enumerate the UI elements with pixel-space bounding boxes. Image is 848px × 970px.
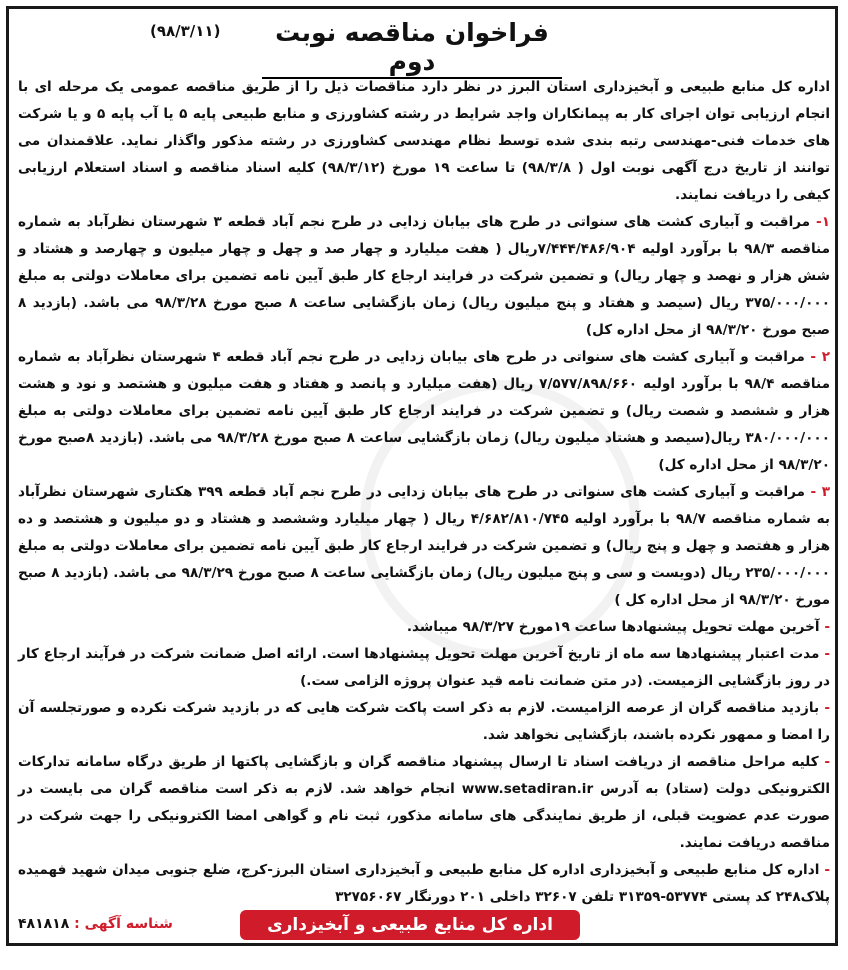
tender-item-2	[18, 344, 830, 479]
note-marker: -	[824, 646, 831, 662]
ad-id-value: ۴۸۱۸۱۸	[18, 916, 70, 932]
note-site-visit	[18, 695, 830, 749]
note-text: اداره کل منابع طبیعی و آبخیزداری اداره کل منابع طبیعی و آبخیزداری استان البرز-کرج، ضلع جنوبی میدان شهید فهمیده پلاک۲۴۸ کد پستی ۵۳۷۷۴-۳۱۳۵۹ تلفن ۳۲۶۰۷ داخلی ۲۰۱ دورنگار ۳۲۷۵۶۰۶۷	[18, 862, 830, 905]
note-validity	[18, 641, 830, 695]
note-marker: -	[824, 862, 831, 878]
item-number: ۳ -	[810, 484, 830, 500]
title-wrap	[262, 18, 562, 79]
item-number: ۱-	[816, 214, 830, 230]
tender-item-1	[18, 209, 830, 344]
item-text: مراقبت و آبیاری کشت های سنواتی در طرح های بیابان زدایی در طرح نجم آباد قطعه ۳ شهرستان نظرآباد به شماره مناقصه ۹۸/۳ با برآورد اولیه ۷/۴۴۴/۴۸۶/۹۰۴ریال ( هفت میلیارد و چهار صد و چهل و چهار میلیون و چهارصد و هشتاد و شش هزار و نهصد و چهار ریال) و تضمین شرکت در فرایند ارجاع کار طبق آیین نامه تضمین برای معاملات دولتی به مبلغ ۳۷۵/۰۰۰/۰۰۰ ریال (سیصد و هفتاد و پنج میلیون ریال) زمان بازگشایی ساعت ۸ صبح مورخ ۹۸/۳/۲۸ می باشد. (بازدید ۸ صبح مورخ ۹۸/۳/۲۰ از محل اداره کل)	[18, 214, 831, 338]
note-text: بازدید مناقصه گران از عرصه الزامیست. لازم به ذکر است پاکت شرکت هایی که در بازدید شرکت نکرده و صورتجلسه آن را امضا و ممهور نکرده باشند، بازگشایی نخواهد شد.	[18, 700, 830, 743]
page-title: فراخوان مناقصه نوبت دوم	[262, 18, 562, 79]
note-marker: -	[824, 754, 831, 770]
footer	[0, 910, 848, 965]
intro-paragraph: اداره کل منابع طبیعی و آبخیزداری استان البرز در نظر دارد مناقصات ذیل را از طریق مناقصه عمومی یک مرحله ای با انجام ارزیابی توان اجرای کار به پیمانکاران واجد شرایط در رشته کشاورزی و منابع طبیعی پایه ۵ یا آب پایه ۵ و یا شرکت های خدمات فنی-مهندسی رتبه بندی شده توسط نظام مهندسی کشاورزی در رشته مذکور واگذار نماید. علاقمندان می توانند از تاریخ درج آگهی نوبت اول ( ۹۸/۳/۸) تا ساعت ۱۹ مورخ (۹۸/۳/۱۲) کلیه اسناد مناقصه و اسناد استعلام ارزیابی کیفی را دریافت نمایند.	[18, 79, 831, 203]
item-text: مراقبت و آبیاری کشت های سنواتی در طرح های بیابان زدایی در طرح نجم آباد قطعه ۳۹۹ هکتاری شهرستان نظرآباد به شماره مناقصه ۹۸/۷ با برآورد اولیه ۴/۶۸۲/۸۱۰/۷۴۵ ریال ( چهار میلیارد وششصد و هشتاد و دو میلیون و هشتصد و ده هزار و هفتصد و چهل و پنج ریال) و تضمین شرکت در فرایند ارجاع کار طبق آیین نامه تضمین برای معاملات دولتی به مبلغ ۲۳۵/۰۰۰/۰۰۰ ریال (دویست و سی و پنج میلیون ریال) زمان بازگشایی ساعت ۸ صبح مورخ ۹۸/۳/۲۹ می باشد. (بازدید ۸ صبح مورخ ۹۸/۳/۲۰ از محل اداره کل )	[18, 484, 831, 608]
note-text: مدت اعتبار پیشنهادها سه ماه از تاریخ آخرین مهلت تحویل پیشنهادها است. ارائه اصل ضمانت شرکت در فرآیند ارجاع کار در روز بازگشایی الزمیست. (در متن ضمانت نامه قید عنوان پروژه الزامی ست.)	[18, 646, 830, 689]
note-marker: -	[824, 619, 830, 635]
announcement-body	[18, 74, 830, 911]
publish-date: (۹۸/۳/۱۱)	[150, 22, 221, 40]
ad-id-label: شناسه آگهی :	[74, 916, 173, 932]
note-deadline	[18, 614, 830, 641]
note-address	[18, 857, 830, 911]
note-text: آخرین مهلت تحویل پیشنهادها ساعت ۱۹مورخ ۹۸/۳/۲۷ میباشد.	[406, 619, 820, 635]
note-setad-portal	[18, 749, 830, 857]
item-text: مراقبت و آبیاری کشت های سنواتی در طرح های بیابان زدایی در طرح نجم آباد قطعه ۴ شهرستان نظرآباد به شماره مناقصه ۹۸/۴ با برآورد اولیه ۷/۵۷۷/۸۹۸/۶۶۰ ریال (هفت میلیارد و پانصد و هفتاد و هفت میلیون و هشتصد و نود و هشت هزار و ششصد و شصت ریال) و تضمین شرکت در فرایند ارجاع کار طبق آیین نامه تضمین برای معاملات دولتی به مبلغ ۳۸۰/۰۰۰/۰۰۰ ریال(سیصد و هشتاد میلیون ریال) زمان بازگشایی ساعت ۸ صبح مورخ ۹۸/۳/۲۸ می باشد. (بازدید ۸صبح مورخ ۹۸/۳/۲۰ از محل اداره کل)	[18, 349, 831, 473]
header	[0, 14, 848, 76]
item-number: ۲ -	[810, 349, 830, 365]
ad-id	[18, 916, 173, 932]
note-marker: -	[824, 700, 830, 716]
note-text: کلیه مراحل مناقصه از دریافت اسناد تا ارسال پیشنهاد مناقصه گران و بازگشایی پاکتها از طریق درگاه سامانه تدارکات الکترونیکی دولت (ستاد) به آدرس www.setadiran.ir انجام خواهد شد. لازم به ذکر است مناقصه گران می بایست در صورت عدم عضویت قبلی، از طریق نمایندگی های سامانه مذکور، ثبت نام و گواهی امضا الکترونیکی را جهت شرکت در مناقصه دریافت نمایند.	[18, 754, 830, 851]
agency-banner: اداره کل منابع طبیعی و آبخیزداری استان البرز	[240, 910, 580, 940]
tender-item-3	[18, 479, 830, 614]
